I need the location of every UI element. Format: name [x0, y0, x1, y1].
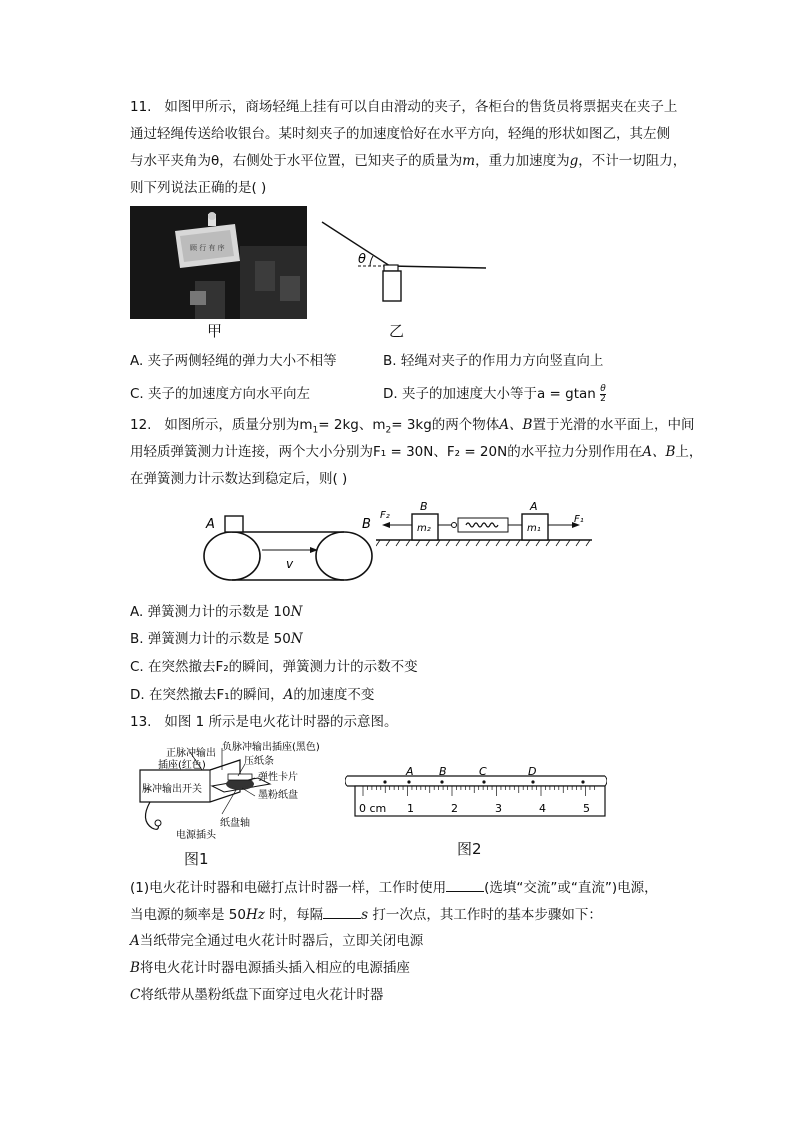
caption-fig2: 图2	[457, 840, 482, 858]
q11-line4: 则下列说法正确的是( )	[130, 180, 267, 196]
tape-dot	[440, 780, 443, 783]
q13-part1-line1: (1)电火花计时器和电磁打点计时器一样，工作时使用 (选填“交流”或“直流”)电源，	[130, 877, 658, 898]
block-label-a: A	[530, 500, 538, 513]
point-c: C	[479, 765, 487, 778]
caption-fig1: 图1	[184, 850, 209, 868]
q12-option-d[interactable]: D. 在突然撤去F₁的瞬间，A的加速度不变	[130, 687, 375, 703]
label-power-plug: 电源插头	[176, 830, 216, 840]
theta-label: θ	[358, 252, 366, 267]
q13-step-a: A当纸带完全通过电火花计时器后，立即关闭电源	[130, 933, 424, 949]
tape-dot	[407, 780, 410, 783]
label-elastic-card: 弹性卡片	[258, 772, 298, 783]
label-pulse-switch: 脉冲输出开关	[142, 784, 202, 795]
spark-timer-figure	[130, 740, 330, 840]
q12-option-b[interactable]: B. 弹簧测力计的示数是 50N	[130, 631, 303, 647]
photo-jia	[130, 206, 307, 319]
ruler-label-4: 4	[539, 802, 546, 815]
photo-jia-drawing	[130, 206, 307, 319]
tape-dot	[482, 780, 485, 783]
conveyor-belt-drawing	[200, 510, 380, 582]
q12-option-c[interactable]: C. 在突然撤去F₂的瞬间，弹簧测力计的示数不变	[130, 659, 418, 675]
spark-timer-drawing	[130, 740, 330, 840]
label-toner-disc: 墨粉纸盘	[258, 790, 298, 801]
belt-label-v: v	[286, 557, 294, 571]
q13-number: 13.	[130, 714, 152, 730]
q13-part1-line2: 当电源的频率是 50Hz 时，每隔 s 打一次点，其工作时的基本步骤如下：	[130, 904, 602, 925]
point-d: D	[528, 765, 537, 778]
svg-text:顾 行 有 序: 顾 行 有 序	[190, 244, 225, 252]
q11-line3: 与水平夹角为θ，右侧处于水平位置，已知夹子的质量为m，重力加速度为g，不计一切阻力，	[130, 153, 687, 169]
q11-line1: 11. 如图甲所示，商场轻绳上挂有可以自由滑动的夹子，各柜台的售货员将票据夹在夹子上	[130, 99, 678, 115]
label-disc-axis: 纸盘轴	[220, 818, 250, 829]
block-label-b: B	[420, 500, 428, 513]
ruler-drawing	[345, 762, 607, 824]
label-socket-red: 插座(红色)	[158, 760, 206, 771]
belt-label-b: B	[362, 517, 371, 532]
ruler-label-0: 0 cm	[359, 802, 387, 815]
q11-option-a[interactable]: A. 夹子两侧轻绳的弹力大小不相等	[130, 353, 337, 369]
q12-line2: 用轻质弹簧测力计连接，两个大小分别为F₁ = 30N、F₂ = 20N的水平拉力分别作用在A、B上，	[130, 444, 703, 460]
q13-step-c: C将纸带从墨粉纸盘下面穿过电火花计时器	[130, 987, 384, 1003]
q11-option-d[interactable]: D. 夹子的加速度大小等于a = gtan $\frac{\theta}{2}$	[383, 383, 606, 404]
q11-number: 11.	[130, 99, 152, 115]
q11-option-b[interactable]: B. 轻绳对夹子的作用力方向竖直向上	[383, 353, 604, 369]
ruler-label-3: 3	[495, 802, 502, 815]
q12-line3: 在弹簧测力计示数达到稳定后，则( )	[130, 471, 348, 487]
fraction: $\frac{\theta}{2}$	[600, 383, 606, 404]
q13-step-b: B将电火花计时器电源插头插入相应的电源插座	[130, 960, 410, 976]
force-label-f1: F₁	[574, 514, 584, 525]
blocks-spring-drawing	[376, 498, 594, 550]
q13-line1: 13. 如图 1 所示是电火花计时器的示意图。	[130, 714, 398, 730]
diagram-yi	[318, 218, 488, 328]
blocks-spring-figure	[376, 498, 594, 550]
answer-blank-2[interactable]	[323, 904, 361, 919]
label-negative-pulse: 负脉冲输出插座(黑色)	[222, 742, 320, 753]
ruler-figure	[345, 762, 607, 824]
caption-yi: 乙	[389, 322, 405, 340]
conveyor-belt-figure	[200, 510, 380, 582]
tape-dot	[531, 780, 534, 783]
tape-dot	[383, 780, 386, 783]
answer-blank-1[interactable]	[446, 877, 484, 892]
ruler-label-5: 5	[583, 802, 590, 815]
belt-label-a: A	[206, 517, 215, 532]
caption-jia: 甲	[207, 322, 223, 340]
diagram-yi-drawing	[318, 218, 488, 328]
ruler-label-1: 1	[407, 802, 414, 815]
tape-dot	[581, 780, 584, 783]
q12-line1: 12. 如图所示，质量分别为$m_1= 2kg$、$m_2= 3kg$的两个物体A、B置于光滑的水平面上，中间	[130, 417, 695, 436]
label-paper-strip: 压纸条	[244, 756, 274, 767]
block-mass-m2: m₂	[417, 523, 431, 534]
block-mass-m1: m₁	[527, 523, 541, 534]
q11-option-c[interactable]: C. 夹子的加速度方向水平向左	[130, 386, 311, 402]
point-b: B	[439, 765, 447, 778]
ruler-label-2: 2	[451, 802, 458, 815]
q11-line2: 通过轻绳传送给收银台。某时刻夹子的加速度恰好在水平方向，轻绳的形状如图乙，其左侧	[130, 126, 670, 142]
q12-number: 12.	[130, 417, 152, 433]
point-a: A	[406, 765, 414, 778]
force-label-f2: F₂	[380, 510, 390, 521]
q12-option-a[interactable]: A. 弹簧测力计的示数是 10N	[130, 604, 303, 620]
label-positive-pulse: 正脉冲输出	[166, 748, 216, 759]
